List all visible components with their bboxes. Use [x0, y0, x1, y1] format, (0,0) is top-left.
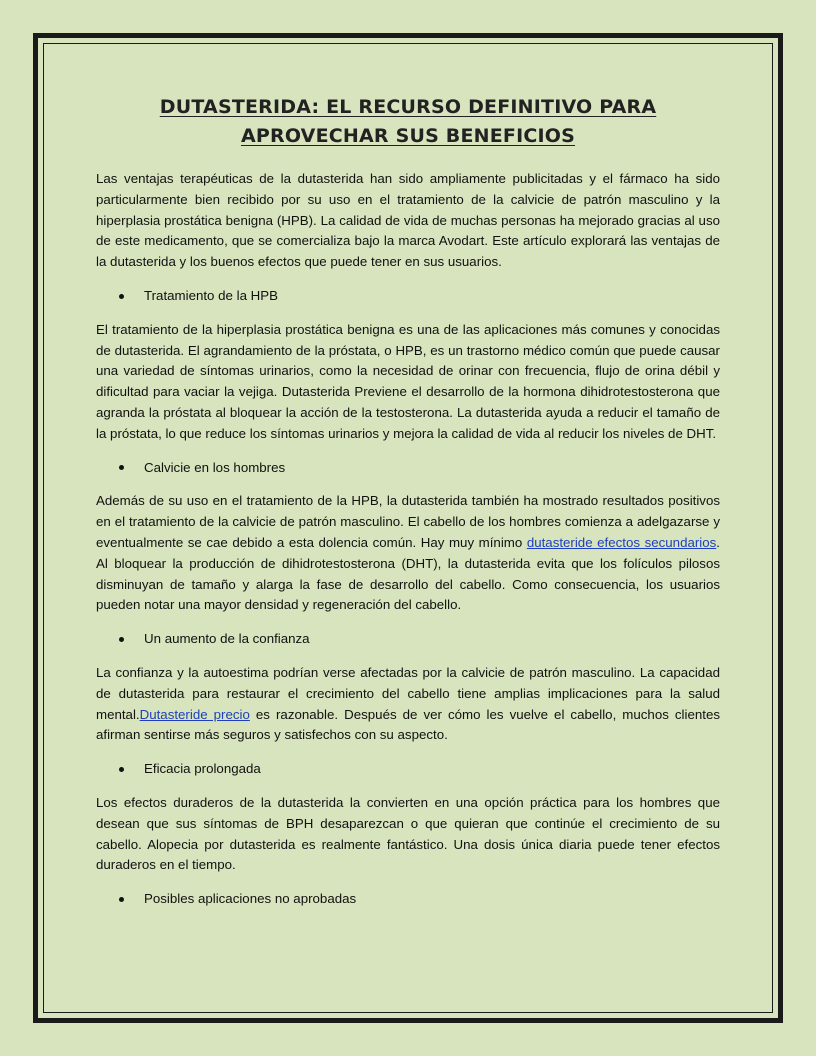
- intro-paragraph: Las ventajas terapéuticas de la dutasterida han sido ampliamente publicitadas y el fármaco ha sido particularmente bien recibido por su uso en el tratamiento de la calvicie de patrón masculino y la hiperplasia prostática benigna (HPB). La calidad de vida de muchas personas ha mejorado gracias al uso de este medicamento, que se comercializa bajo la marca Avodart. Este artículo explorará las ventajas de la dutasterida y los buenos efectos que puede tener en sus usuarios.: [96, 171, 720, 270]
- bullet-dot-icon: [119, 465, 124, 470]
- bullet-label: Tratamiento de la HPB: [144, 287, 279, 303]
- bullet-eficacia: [96, 759, 720, 780]
- bullet-aplicaciones: [96, 889, 720, 910]
- document-title: DUTASTERIDA: EL RECURSO DEFINITIVO PARA APROVECHAR SUS BENEFICIOS: [159, 96, 657, 147]
- bullet-label: Calvicie en los hombres: [144, 459, 286, 475]
- document-body: [96, 93, 720, 923]
- bullet-label: Un aumento de la confianza: [144, 631, 310, 647]
- bullet-calvicie: [96, 458, 720, 479]
- bullet-hpb: [96, 286, 720, 307]
- confianza-paragraph: La confianza y la autoestima podrían verse afectadas por la calvicie de patrón masculino. La capacidad de dutasterida para restaurar el crecimiento del cabello tiene amplias implicaciones para la salud mental.Dutasteride precio es razonable. Después de ver cómo les vuelve el cabello, muchos clientes afirman sentirse más seguros y satisfechos con su aspecto.: [96, 664, 720, 743]
- calvicie-paragraph: Además de su uso en el tratamiento de la HPB, la dutasterida también ha mostrado resultados positivos en el tratamiento de la calvicie de patrón masculino. El cabello de los hombres comienza a adelgazarse y eventualmente se cae debido a esta dolencia común. Hay muy mínimo dutasteride efectos secundarios. Al bloquear la producción de dihidrotestosterona (DHT), la dutasterida evita que los folículos pilosos disminuyan de tamaño y alarga la fase de desarrollo del cabello. Como consecuencia, los usuarios pueden notar una mayor densidad y regeneración del cabello.: [96, 493, 720, 613]
- bullet-dot-icon: [119, 637, 124, 642]
- bullet-label: Eficacia prolongada: [144, 761, 261, 777]
- bullet-dot-icon: [119, 294, 124, 299]
- precio-link[interactable]: Dutasteride precio: [139, 706, 250, 722]
- bullet-label: Posibles aplicaciones no aprobadas: [144, 891, 357, 907]
- efectos-secundarios-link[interactable]: dutasteride efectos secundarios: [526, 534, 717, 550]
- bullet-confianza: [96, 629, 720, 650]
- eficacia-paragraph: Los efectos duraderos de la dutasterida la convierten en una opción práctica para los hombres que desean que sus síntomas de BPH desaparezcan o que quieran que continúe el crecimiento de su cabello. Alopecia por dutasterida es realmente fantástico. Una dosis única diaria puede tener efectos duraderos en el tiempo.: [96, 794, 720, 873]
- bullet-dot-icon: [119, 897, 124, 902]
- bullet-dot-icon: [119, 767, 124, 772]
- hpb-paragraph: El tratamiento de la hiperplasia prostática benigna es una de las aplicaciones más comunes y conocidas de dutasterida. El agrandamiento de la próstata, o HPB, es un trastorno médico común que puede causar una variedad de síntomas urinarios, como la necesidad de orinar con frecuencia, flujo de orina débil y dificultad para vaciar la vejiga. Dutasterida Previene el desarrollo de la hormona dihidrotestosterona que agranda la próstata al bloquear la acción de la testosterona. La dutasterida ayuda a reducir el tamaño de la próstata, lo que reduce los síntomas urinarios y mejora la calidad de vida al reducir los niveles de DHT.: [96, 321, 720, 441]
